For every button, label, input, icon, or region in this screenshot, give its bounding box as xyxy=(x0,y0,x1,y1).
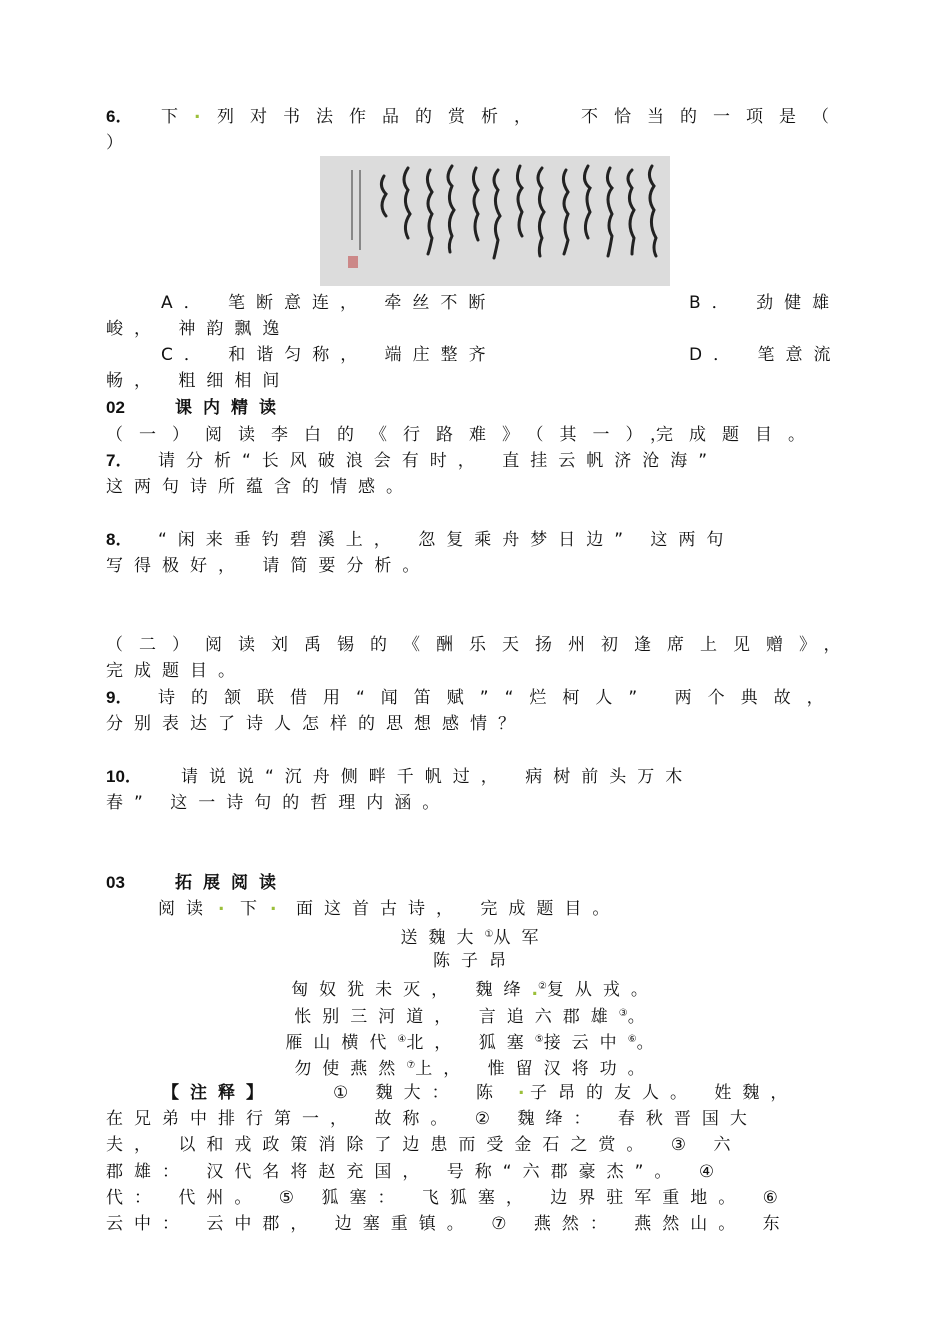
section-02-number: 02 xyxy=(106,398,125,417)
emphasis-dot: . xyxy=(531,980,538,1000)
poem-line-2 xyxy=(0,1001,950,1027)
intro-text-b: 下 xyxy=(240,899,257,919)
q6-close-paren: ） xyxy=(106,133,123,153)
footnote-marker: ③ xyxy=(618,1008,628,1019)
poem-line-2-a: 怅别三河道， 言追六郡雄 xyxy=(294,1007,619,1027)
q7-text-1: 请分析“长风破浪会有时， 直挂云帆济沧海” xyxy=(158,451,719,471)
notes-line-5 xyxy=(0,1185,950,1211)
poem-author: 陈子昂 xyxy=(433,951,517,971)
section-02-heading xyxy=(0,395,950,421)
q7-line-1 xyxy=(0,448,950,474)
section-02-title: 课内精读 xyxy=(175,398,287,418)
emphasis-dot: . xyxy=(194,103,201,123)
poem-line-2-b: 。 xyxy=(627,1007,656,1027)
poem-line-3-a: 雁山横代 xyxy=(285,1033,398,1053)
footnote-marker: ② xyxy=(537,981,547,992)
calligraphy-image xyxy=(320,156,670,286)
notes-text-5: 代： 代州。 ⑤ 狐塞： 飞狐塞， 边界驻军重地。 ⑥ xyxy=(106,1188,789,1208)
poem-line-4 xyxy=(0,1053,950,1079)
q9-text-1: 诗的颔联借用“闻笛赋”“烂柯人” 两个典故， xyxy=(158,688,840,708)
poem-line-4-a: 勿使燕然 xyxy=(294,1059,407,1079)
section-03-heading xyxy=(0,870,950,896)
q9-text-2: 分别表达了诗人怎样的思想感情？ xyxy=(106,714,526,734)
q6-text-b: 列对书法作品的赏析， xyxy=(217,107,547,127)
option-b: B． 劲健雄 xyxy=(689,293,841,313)
q8-line-2 xyxy=(0,553,950,579)
calligraphy-strokes xyxy=(320,156,670,286)
poem-line-3-c: 接云中 xyxy=(543,1033,628,1053)
notes-line-4 xyxy=(0,1159,950,1185)
intro-text-c: 面这首古诗， 完成题目。 xyxy=(296,899,621,919)
part1-task: 完成题目。 xyxy=(656,425,821,445)
q9-line-1 xyxy=(0,685,950,711)
q6-text-c: 不恰当的一项是（ xyxy=(581,107,845,127)
part1-text: （一）阅读李白的《行路难》（其一）， xyxy=(106,425,683,445)
emphasis-dot: . xyxy=(518,1079,525,1099)
notes-line-2 xyxy=(0,1106,950,1132)
q10-text-1: 请说说“沉舟侧畔千帆过， 病树前头万木 xyxy=(181,767,694,787)
poem-title xyxy=(0,922,950,948)
q6-line xyxy=(0,104,950,130)
notes-text-4: 郡雄： 汉代名将赵充国， 号称“六郡豪杰”。 ④ xyxy=(106,1162,726,1182)
poem-line-3-b: 北， 狐塞 xyxy=(406,1033,535,1053)
notes-line-3 xyxy=(0,1132,950,1158)
q10-line-1 xyxy=(0,764,950,790)
poem-line-1-a: 匈奴犹未灭， 魏绛 xyxy=(291,980,532,1000)
poem-title-b: 从军 xyxy=(493,928,550,948)
q7-line-2 xyxy=(0,474,950,500)
q9-line-2 xyxy=(0,711,950,737)
q6-option-row-4 xyxy=(0,368,950,394)
q10-text-2: 春” 这一诗句的哲理内涵。 xyxy=(106,793,451,813)
footnote-marker: ④ xyxy=(397,1034,407,1045)
q8-text-1: “闲来垂钓碧溪上， 忽复乘舟梦日边” 这两句 xyxy=(158,530,735,550)
notes-text-6: 云中： 云中郡， 边塞重镇。 ⑦ 燕然： 燕然山。 东 xyxy=(106,1214,791,1234)
notes-line-1 xyxy=(0,1080,950,1106)
footnote-marker: ⑤ xyxy=(534,1034,544,1045)
q6-option-row-1 xyxy=(0,290,950,316)
notes-label: 【注释】 xyxy=(162,1083,274,1103)
q10-number: 10． xyxy=(106,767,142,786)
q7-text-2: 这两句诗所蕴含的情感。 xyxy=(106,477,414,497)
notes-line-6 xyxy=(0,1211,950,1237)
option-d: D． 笔意流 xyxy=(689,345,842,365)
part1-line xyxy=(0,422,950,448)
emphasis-dot: . xyxy=(270,895,277,915)
poem-title-a: 送魏大 xyxy=(400,928,485,948)
section-03-title: 拓展阅读 xyxy=(175,873,287,893)
notes-text-2: 在兄弟中排行第一， 故称。 ② 魏绛： 春秋晋国大 xyxy=(106,1109,758,1129)
footnote-marker: ① xyxy=(484,929,494,940)
footnote-marker: ⑥ xyxy=(627,1034,637,1045)
q6-text-a: 下 xyxy=(161,107,178,127)
q10-line-2 xyxy=(0,790,950,816)
q6-close-line xyxy=(0,130,950,156)
emphasis-dot: . xyxy=(218,895,225,915)
part2-text-2: 完成题目。 xyxy=(106,661,246,681)
poem-line-1 xyxy=(0,974,950,1000)
intro-text-a: 阅读 xyxy=(158,899,214,919)
q6-option-row-3 xyxy=(0,342,950,368)
option-a: A． 笔断意连， 牵丝不断 xyxy=(161,293,497,313)
q6-option-row-2 xyxy=(0,316,950,342)
q7-number: 7． xyxy=(106,451,133,470)
option-c: C． 和谐匀称， 端庄整齐 xyxy=(161,345,497,365)
q8-line-1 xyxy=(0,527,950,553)
notes-text-1a: ① 魏大： 陈 xyxy=(333,1083,505,1103)
option-b-cont: 峻， 神韵飘逸 xyxy=(106,319,291,339)
part2-line-2 xyxy=(0,658,950,684)
notes-text-1b: 子昂的友人。 姓魏， xyxy=(530,1083,799,1103)
q9-number: 9． xyxy=(106,688,133,707)
poem-line-4-b: 上， 惟留汉将功。 xyxy=(415,1059,656,1079)
poem-line-3 xyxy=(0,1027,950,1053)
q8-number: 8． xyxy=(106,530,133,549)
footnote-marker: ⑦ xyxy=(406,1060,416,1071)
poem-line-3-d: 。 xyxy=(636,1033,665,1053)
notes-text-3: 夫， 以和戎政策消除了边患而受金石之赏。 ③ 六 xyxy=(106,1135,742,1155)
part2-text-1: （二）阅读刘禹锡的《酬乐天扬州初逢席上见赠》， xyxy=(106,635,857,655)
q6-number: 6． xyxy=(106,107,133,126)
q8-text-2: 写得极好， 请简要分析。 xyxy=(106,556,431,576)
option-d-cont: 畅， 粗细相间 xyxy=(106,371,291,391)
part2-line-1 xyxy=(0,632,950,658)
poem-line-1-b: 复从戎。 xyxy=(546,980,659,1000)
section-03-number: 03 xyxy=(106,873,125,892)
intro-line xyxy=(0,896,950,922)
